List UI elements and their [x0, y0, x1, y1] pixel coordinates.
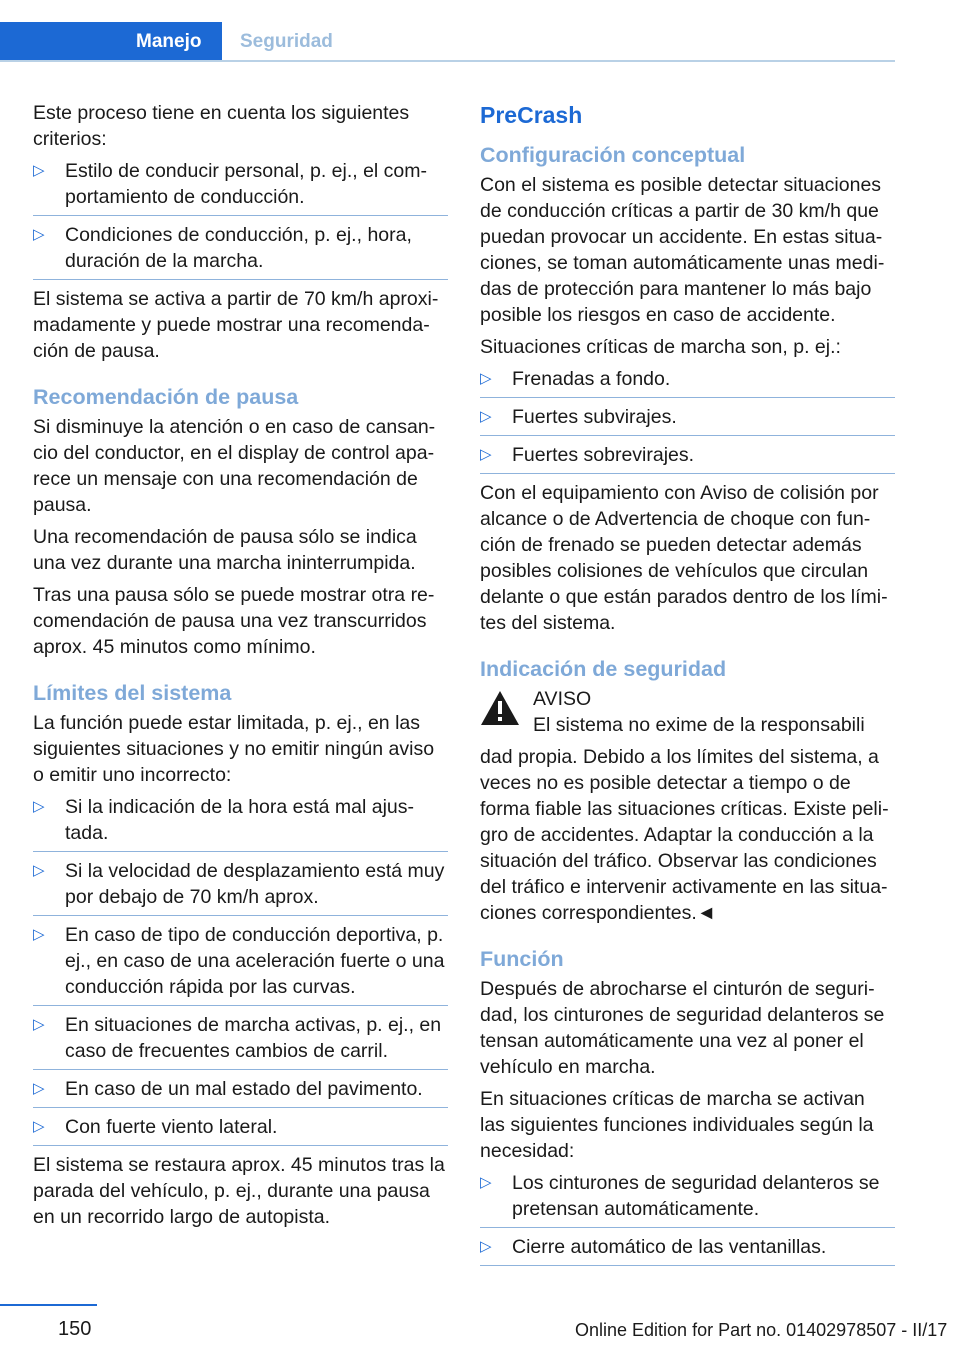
heading-recomendacion: Recomendación de pausa: [33, 385, 299, 409]
tab-manejo[interactable]: [0, 22, 222, 62]
list-item-text: En caso de un mal estado del pavimento.: [65, 1078, 423, 1100]
bullet-arrow-icon: ▷: [33, 862, 45, 879]
bullet-arrow-icon: ▷: [33, 1016, 45, 1033]
limits-list: [33, 794, 448, 1146]
paragraph: Si disminuye la atención o en caso de cansancio del conductor, en el display de control aparece un mensaje con una recomendación de pausa.: [33, 416, 436, 516]
list-item: [33, 158, 448, 216]
heading-limites: Límites del sistema: [33, 681, 232, 705]
list-item-text: Si la velocidad de desplazamiento está muy por debajo de 70 km/h aprox.: [65, 860, 445, 908]
list-item-text: Los cinturones de seguridad delanteros se pretensan automáticamente.: [512, 1172, 880, 1220]
edition-text: Online Edition for Part no. 01402978507 - II/17: [575, 1320, 948, 1340]
list-item: [480, 366, 895, 398]
list-item: [33, 1076, 448, 1108]
paragraph: Con el sistema es posible detectar situaciones de conducción críticas a partir de 30 km/h que puedan provocar un accidente. En estas situaciones, se toman automáticamente unas medidas de protección para mantener lo más bajo posible los riesgos en caso de accidente.: [480, 174, 885, 326]
paragraph-restore: El sistema se restaura aprox. 45 minutos tras la parada del vehículo, p. ej., durante una pausa en un recorrido largo de autopista.: [33, 1154, 445, 1228]
footer-rule: [0, 1304, 97, 1306]
list-item: [33, 1012, 448, 1070]
list-item: [33, 222, 448, 280]
paragraph-intro: Este proceso tiene en cuenta los siguientes criterios:: [33, 102, 410, 150]
list-item-text: Fuertes subvirajes.: [512, 406, 677, 428]
paragraph: Situaciones críticas de marcha son, p. ej.:: [480, 336, 841, 358]
bullet-arrow-icon: ▷: [480, 1238, 492, 1255]
tab-seguridad[interactable]: Seguridad: [240, 31, 333, 52]
bullet-arrow-icon: ▷: [33, 1080, 45, 1097]
warning-text: dad propia. Debido a los límites del sistema, a veces no es posible detectar a tiempo o de forma fiable las situaciones críticas. Existe peligro de accidentes. Adaptar la conducción a la situación del tráfico. Observar las condiciones del tráfico e intervenir activamente en las situaciones correspondientes.◄: [480, 746, 889, 924]
list-item-text: Cierre automático de las ventanillas.: [512, 1236, 827, 1258]
list-item: [33, 794, 448, 852]
list-item-text: Con fuerte viento lateral.: [65, 1116, 278, 1138]
list-item-text: Estilo de conducir personal, p. ej., el comportamiento de conducción.: [65, 160, 428, 208]
bullet-arrow-icon: ▷: [480, 1174, 492, 1191]
paragraph: La función puede estar limitada, p. ej., en las siguientes situaciones y no emitir ningún aviso o emitir uno incorrecto:: [33, 712, 435, 786]
list-item: [33, 858, 448, 916]
bullet-arrow-icon: ▷: [33, 226, 45, 243]
list-item-text: En situaciones de marcha activas, p. ej., en caso de frecuentes cambios de carril.: [65, 1014, 442, 1062]
warning-triangle-icon: [480, 690, 520, 726]
bullet-arrow-icon: ▷: [33, 926, 45, 943]
list-item-text: Si la indicación de la hora está mal ajustada.: [65, 796, 415, 844]
list-item: [480, 1234, 895, 1266]
list-item: [480, 442, 895, 474]
list-item-text: Fuertes sobrevirajes.: [512, 444, 695, 466]
list-item: [480, 404, 895, 436]
bullet-arrow-icon: ▷: [480, 408, 492, 425]
warning-first-line: El sistema no exime de la responsabili: [533, 714, 865, 736]
heading-precrash: PreCrash: [480, 102, 583, 128]
list-item-text: Condiciones de conducción, p. ej., hora, duración de la marcha.: [65, 224, 412, 272]
list-item: [33, 1114, 448, 1146]
list-item-text: En caso de tipo de conducción deportiva, p. ej., en caso de una aceleración fuerte o una conducción rápida por las curvas.: [65, 924, 445, 998]
paragraph: Tras una pausa sólo se puede mostrar otra recomendación de pausa una vez transcurridos aprox. 45 minutos como mínimo.: [33, 584, 435, 658]
critical-list: [480, 366, 895, 474]
paragraph: En situaciones críticas de marcha se activan las siguientes funciones individuales según la necesidad:: [480, 1088, 874, 1162]
criteria-list: [33, 158, 448, 280]
paragraph: Después de abrocharse el cinturón de seguridad, los cinturones de seguridad delanteros se tensan automáticamente una vez al poner el vehículo en marcha.: [480, 978, 885, 1078]
paragraph: Con el equipamiento con Aviso de colisión por alcance o de Advertencia de choque con función de frenado se pueden detectar además posibles colisiones de vehículos que circulan delante o que están parados dentro de los límites del sistema.: [480, 482, 888, 634]
warning-title: AVISO: [533, 688, 592, 710]
functions-list: [480, 1170, 895, 1266]
paragraph: Una recomendación de pausa sólo se indica una vez durante una marcha ininterrumpida.: [33, 526, 417, 574]
bullet-arrow-icon: ▷: [480, 370, 492, 387]
heading-funcion: Función: [480, 947, 564, 971]
list-item: [480, 1170, 895, 1228]
left-column: [33, 100, 448, 1236]
bullet-arrow-icon: ▷: [33, 798, 45, 815]
right-column: [480, 100, 895, 1272]
heading-seguridad: Indicación de seguridad: [480, 657, 727, 681]
section-tabs: [0, 22, 895, 62]
bullet-arrow-icon: ▷: [33, 1118, 45, 1135]
page-number: 150: [58, 1318, 92, 1340]
list-item-text: Frenadas a fondo.: [512, 368, 671, 390]
tab-manejo-label: Manejo: [136, 31, 202, 52]
heading-configuracion: Configuración conceptual: [480, 143, 746, 167]
bullet-arrow-icon: ▷: [33, 162, 45, 179]
paragraph-activation: El sistema se activa a partir de 70 km/h aproximadamente y puede mostrar una recomendación de pausa.: [33, 288, 439, 362]
warning-block: [480, 686, 895, 738]
list-item: [33, 922, 448, 1006]
bullet-arrow-icon: ▷: [480, 446, 492, 463]
tab-underline: [0, 60, 895, 62]
